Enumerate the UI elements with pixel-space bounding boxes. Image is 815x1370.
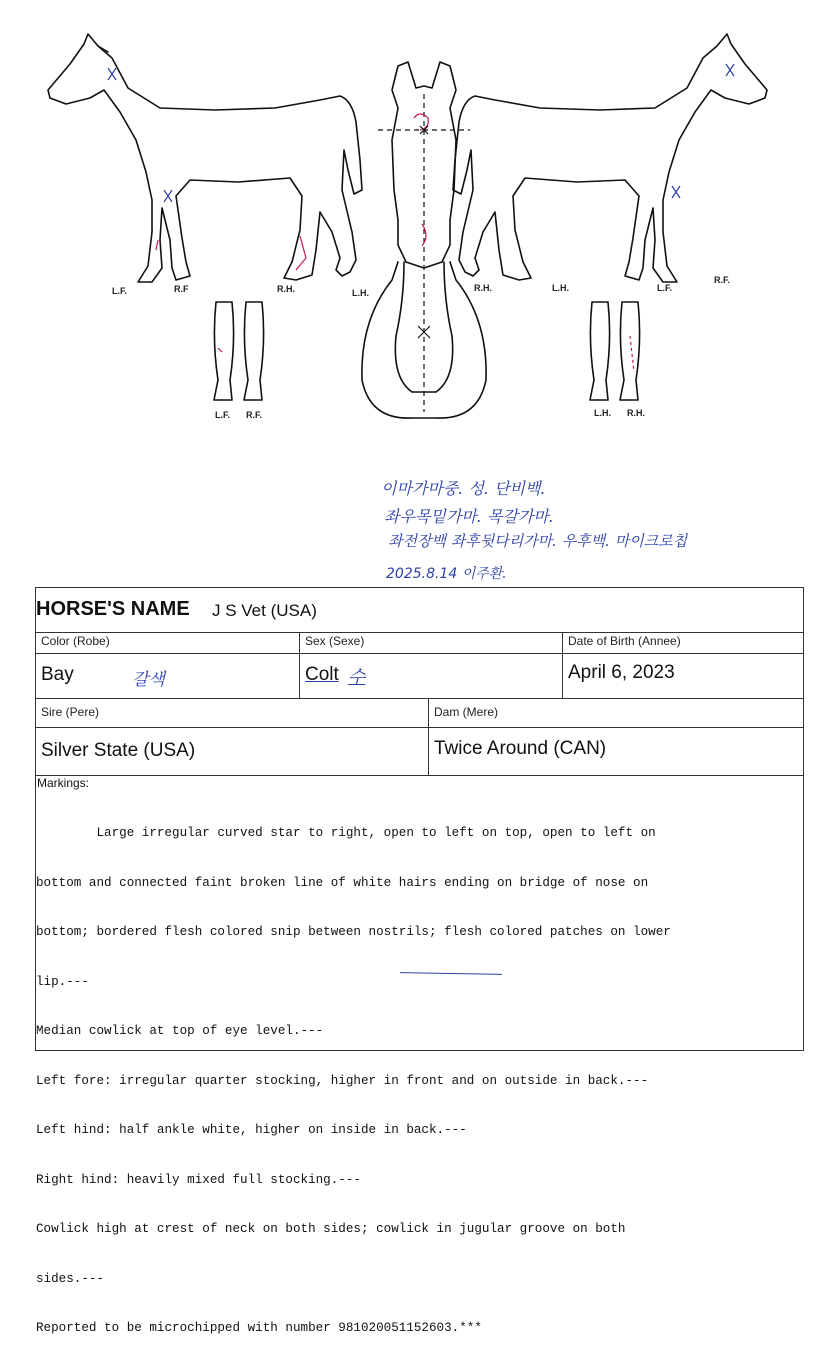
dam-caption-cell	[428, 698, 804, 727]
dob-label: Date of Birth (Annee)	[568, 634, 681, 648]
markings-line: Left fore: irregular quarter stocking, higher in front and on outside in back.---	[36, 1073, 649, 1088]
dam-label: Dam (Mere)	[434, 705, 499, 719]
horse-head-front-outline	[392, 62, 456, 268]
handwritten-note-line4: 2025.8.14 이주환.	[386, 566, 507, 582]
markings-line: sides.---	[36, 1271, 105, 1286]
horse-name-value: J S Vet (USA)	[212, 601, 317, 620]
sex-caption-cell	[299, 632, 560, 653]
dob-value-cell	[562, 653, 804, 698]
dam-value-cell	[428, 727, 804, 775]
horse-name-label: HORSE'S NAME	[36, 598, 190, 620]
sex-value-cell	[299, 653, 560, 698]
dam-value: Twice Around (CAN)	[434, 738, 607, 759]
label-right-hind-r: R.H.	[474, 283, 492, 293]
sex-value: Colt	[305, 664, 339, 685]
label-left-fore: L.F.	[112, 286, 127, 296]
markings-line: Reported to be microchipped with number 981020051152603.***	[36, 1321, 482, 1335]
markings-line: Median cowlick at top of eye level.---	[36, 1024, 324, 1038]
label-left-hind: L.H.	[352, 288, 369, 298]
markings-section	[36, 776, 803, 1335]
hind-legs-outline	[590, 302, 640, 400]
markings-line: bottom and connected faint broken line of white hairs ending on bridge of nose on	[36, 875, 649, 890]
markings-line: Left hind: half ankle white, higher on inside in back.---	[36, 1123, 467, 1137]
sex-label: Sex (Sexe)	[305, 634, 365, 648]
markings-line: Large irregular curved star to right, open to left on top, open to left on	[36, 826, 656, 840]
basic-info-caption-row	[36, 632, 803, 654]
pedigree-caption-row	[36, 698, 803, 728]
markings-line: bottom; bordered flesh colored snip between nostrils; flesh colored patches on lower	[36, 925, 671, 939]
dob-value: April 6, 2023	[568, 662, 675, 683]
sex-handwritten-note: 수	[348, 667, 366, 688]
label-hind-lh: L.H.	[594, 408, 611, 418]
dob-caption-cell	[562, 632, 804, 653]
handwritten-note-line1: 이마가마중. 성. 단비백.	[381, 479, 546, 498]
identification-diagram	[0, 0, 815, 430]
markings-line: Cowlick high at crest of neck on both sides; cowlick in jugular groove on both	[36, 1222, 626, 1236]
label-right-fore-r: R.F.	[714, 275, 731, 285]
color-value: Bay	[41, 664, 74, 685]
horse-right-side-outline	[453, 34, 767, 282]
handwritten-note-line3: 좌전장백 좌후뒷다리가마. 우후백. 마이크로칩	[388, 532, 688, 550]
markings-text	[36, 792, 803, 1370]
sire-label: Sire (Pere)	[41, 705, 100, 719]
color-handwritten-note: 갈색	[132, 670, 165, 690]
label-right-fore: R.F	[174, 284, 189, 294]
horse-identification-form	[35, 587, 804, 1335]
label-left-fore-r: L.F.	[657, 283, 672, 293]
sire-value: Silver State (USA)	[41, 740, 196, 761]
label-hind-rh: R.H.	[627, 408, 645, 418]
label-front-rf: R.F.	[246, 410, 263, 420]
label-left-hind-r: L.H.	[552, 283, 569, 293]
basic-info-value-row	[36, 653, 803, 699]
markings-label: Markings:	[37, 776, 90, 790]
label-front-lf: L.F.	[215, 410, 230, 420]
markings-line: Right hind: heavily mixed full stocking.---	[36, 1172, 361, 1187]
horse-left-side-outline	[48, 34, 362, 282]
color-label: Color (Robe)	[41, 634, 110, 648]
horse-name-row	[36, 588, 803, 633]
pedigree-value-row	[36, 727, 803, 776]
label-right-hind: R.H.	[277, 284, 295, 294]
markings-line: lip.---	[36, 974, 89, 989]
horse-outline-drawings	[0, 0, 815, 430]
handwritten-note-line2: 좌우목밑가마. 목갈가마.	[384, 507, 554, 526]
